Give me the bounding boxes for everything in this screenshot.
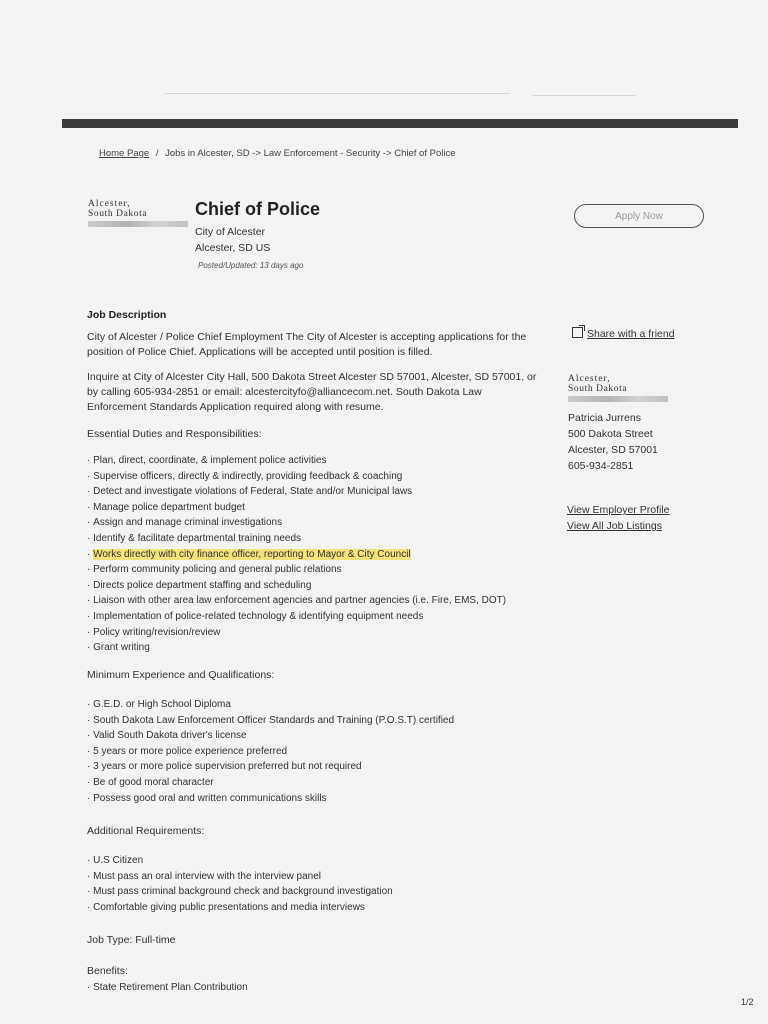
- logo-rule: [568, 396, 668, 402]
- additional-list: [87, 853, 547, 915]
- list-item: · Must pass an oral interview with the interview panel: [87, 869, 547, 885]
- breadcrumb-home-link[interactable]: Home Page: [99, 148, 150, 159]
- employer-contact: [568, 410, 658, 474]
- list-item: · Possess good oral and written communications skills: [87, 791, 547, 807]
- view-employer-profile-link[interactable]: View Employer Profile: [567, 504, 670, 516]
- contact-phone: 605-934-2851: [568, 460, 634, 472]
- job-type: Job Type: Full-time: [87, 934, 176, 946]
- list-item: · Be of good moral character: [87, 775, 547, 791]
- duties-list: [87, 453, 547, 656]
- list-item: · Detect and investigate violations of Federal, State and/or Municipal laws: [87, 484, 547, 500]
- job-description-heading: Job Description: [87, 309, 167, 321]
- list-item: · Comfortable giving public presentations and media interviews: [87, 900, 547, 916]
- logo-rule: [88, 221, 188, 227]
- company-name: City of Alcester: [195, 226, 266, 238]
- minimum-list: [87, 697, 547, 806]
- list-item: · Identify & facilitate departmental training needs: [87, 531, 547, 547]
- logo-line2: South Dakota: [88, 209, 148, 219]
- list-item: · Assign and manage criminal investigations: [87, 515, 547, 531]
- benefits-heading: Benefits:: [87, 965, 128, 977]
- list-item: · Policy writing/revision/review: [87, 625, 547, 641]
- duties-heading: Essential Duties and Responsibilities:: [87, 428, 262, 440]
- list-item: · 5 years or more police experience preferred: [87, 744, 547, 760]
- page-number: 1/2: [741, 997, 754, 1007]
- highlighted-duty: Works directly with city finance officer, reporting to Mayor & City Council: [93, 548, 411, 560]
- contact-name: Patricia Jurrens: [568, 412, 641, 424]
- view-all-job-listings-link[interactable]: View All Job Listings: [567, 520, 662, 532]
- share-icon: [572, 327, 583, 338]
- job-location: Alcester, SD US: [195, 242, 271, 254]
- posted-date: Posted/Updated: 13 days ago: [198, 261, 304, 270]
- list-item: · 3 years or more police supervision preferred but not required: [87, 759, 547, 775]
- logo-line1: Alcester,: [88, 199, 131, 209]
- logo-line2: South Dakota: [568, 384, 628, 394]
- list-item: · South Dakota Law Enforcement Officer Standards and Training (P.O.S.T) certified: [87, 713, 547, 729]
- list-item: · Must pass criminal background check and background investigation: [87, 884, 547, 900]
- apply-now-button[interactable]: Apply Now: [574, 204, 704, 228]
- company-logo: [88, 199, 188, 233]
- list-item: · Plan, direct, coordinate, & implement police activities: [87, 453, 547, 469]
- list-item: · State Retirement Plan Contribution: [87, 980, 547, 996]
- list-item: · Perform community policing and general public relations: [87, 562, 547, 578]
- breadcrumb-separator: /: [155, 148, 159, 159]
- share-with-friend[interactable]: [572, 327, 675, 340]
- list-item: · Implementation of police-related technology & identifying equipment needs: [87, 609, 547, 625]
- description-inquire: Inquire at City of Alcester City Hall, 500 Dakota Street Alcester SD 57001, Alcester, SD 57001, or by calling 605-934-2851 or email: alcestercityfo@alliancecom.net. South Dakota Law Enforcement Standards Application required along with resume.: [87, 371, 537, 413]
- list-item: · Valid South Dakota driver's license: [87, 728, 547, 744]
- list-item: · Supervise officers, directly & indirectly, providing feedback & coaching: [87, 469, 547, 485]
- faint-rule: [165, 93, 510, 94]
- list-item: · Manage police department budget: [87, 500, 547, 516]
- sidebar-logo: [568, 374, 668, 408]
- breadcrumb-path[interactable]: Jobs in Alcester, SD -> Law Enforcement - Security -> Chief of Police: [165, 148, 456, 159]
- list-item: · Liaison with other area law enforcement agencies and partner agencies (i.e. Fire, EMS, DOT): [87, 593, 547, 609]
- list-item: · Directs police department staffing and scheduling: [87, 578, 547, 594]
- faint-rule: [532, 95, 636, 96]
- minimum-heading: Minimum Experience and Qualifications:: [87, 669, 275, 681]
- breadcrumb: [99, 148, 456, 159]
- share-link[interactable]: Share with a friend: [587, 328, 675, 340]
- contact-street: 500 Dakota Street: [568, 428, 653, 440]
- header-bar: [62, 119, 738, 128]
- description-intro: City of Alcester / Police Chief Employment The City of Alcester is accepting applications for the position of Police Chief. Applications will be accepted until position is filled.: [87, 331, 527, 358]
- logo-line1: Alcester,: [568, 374, 611, 384]
- additional-heading: Additional Requirements:: [87, 825, 205, 837]
- job-title: Chief of Police: [195, 199, 321, 219]
- benefits-list: [87, 980, 547, 996]
- list-item: · U.S Citizen: [87, 853, 547, 869]
- contact-city: Alcester, SD 57001: [568, 444, 658, 456]
- list-item: · Grant writing: [87, 640, 547, 656]
- list-item: [87, 547, 547, 563]
- list-item: · G.E.D. or High School Diploma: [87, 697, 547, 713]
